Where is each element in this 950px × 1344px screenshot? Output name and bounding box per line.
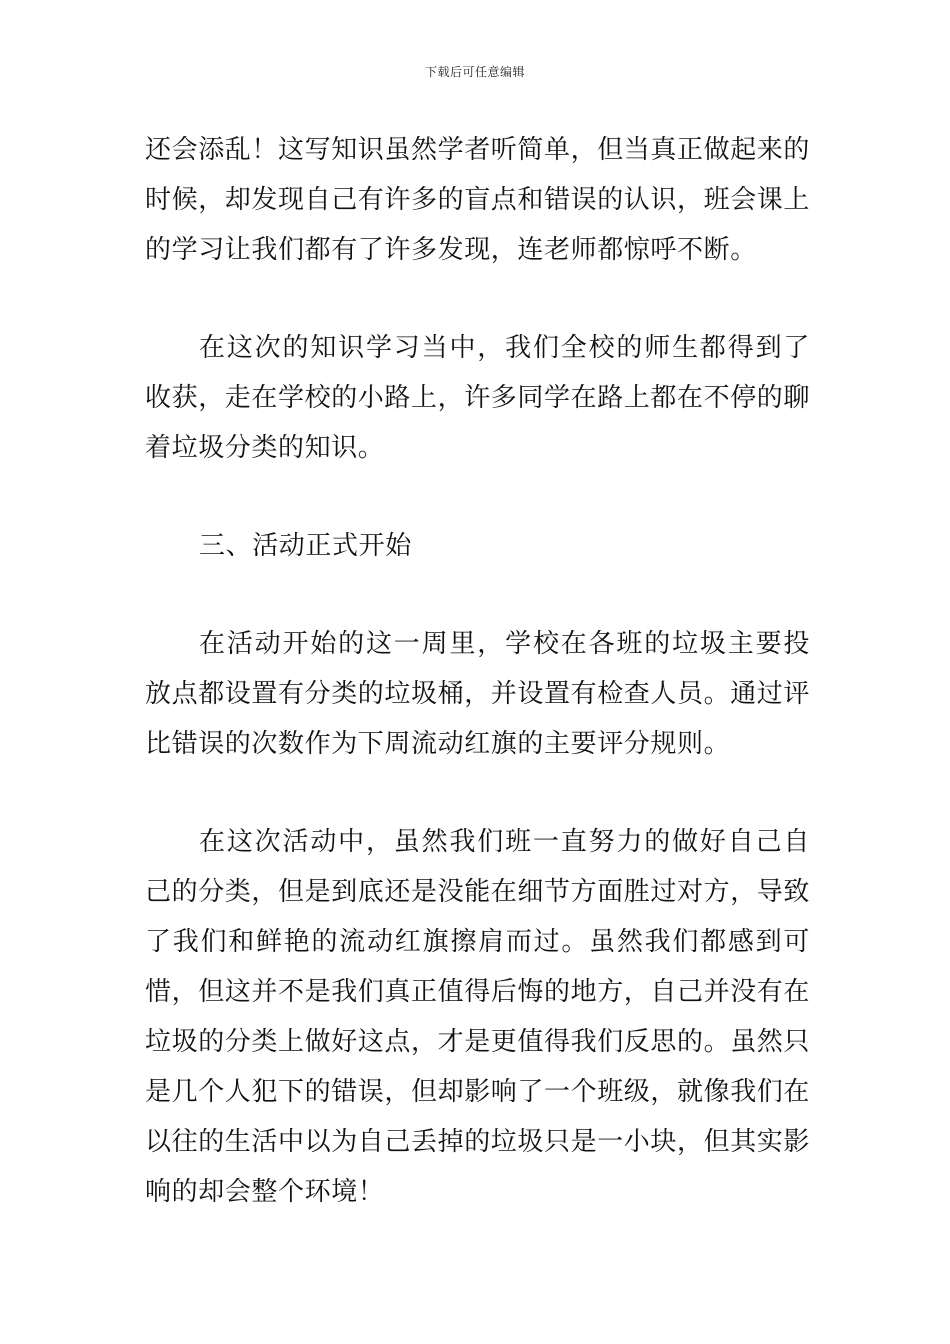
- paragraph-continued: 还会添乱！这写知识虽然学者听简单，但当真正做起来的时候，却发现自己有许多的盲点和错误的认识，班会课上的学习让我们都有了许多发现，连老师都惊呼不断。: [145, 135, 811, 265]
- document-body: [145, 125, 810, 1217]
- section-heading-activity-start: 三、活动正式开始: [199, 531, 412, 561]
- paragraph-activity-reflection: 在这次活动中，虽然我们班一直努力的做好自己自己的分类，但是到底还是没能在细节方面胜过对方，导致了我们和鲜艳的流动红旗擦肩而过。虽然我们都感到可惜，但这并不是我们真正值得后悔的地方，自己并没有在垃圾的分类上做好这点，才是更值得我们反思的。虽然只是几个人犯下的错误，但却影响了一个班级，就像我们在以往的生活中以为自己丢掉的垃圾只是一小块，但其实影响的却会整个环境！: [145, 827, 811, 1207]
- paragraph-activity-week: 在活动开始的这一周里，学校在各班的垃圾主要投放点都设置有分类的垃圾桶，并设置有检查人员。通过评比错误的次数作为下周流动红旗的主要评分规则。: [145, 629, 811, 759]
- paragraph-knowledge-learning: 在这次的知识学习当中，我们全校的师生都得到了收获，走在学校的小路上，许多同学在路上都在不停的聊着垃圾分类的知识。: [145, 333, 811, 463]
- page-header-note: 下载后可任意编辑: [424, 65, 525, 79]
